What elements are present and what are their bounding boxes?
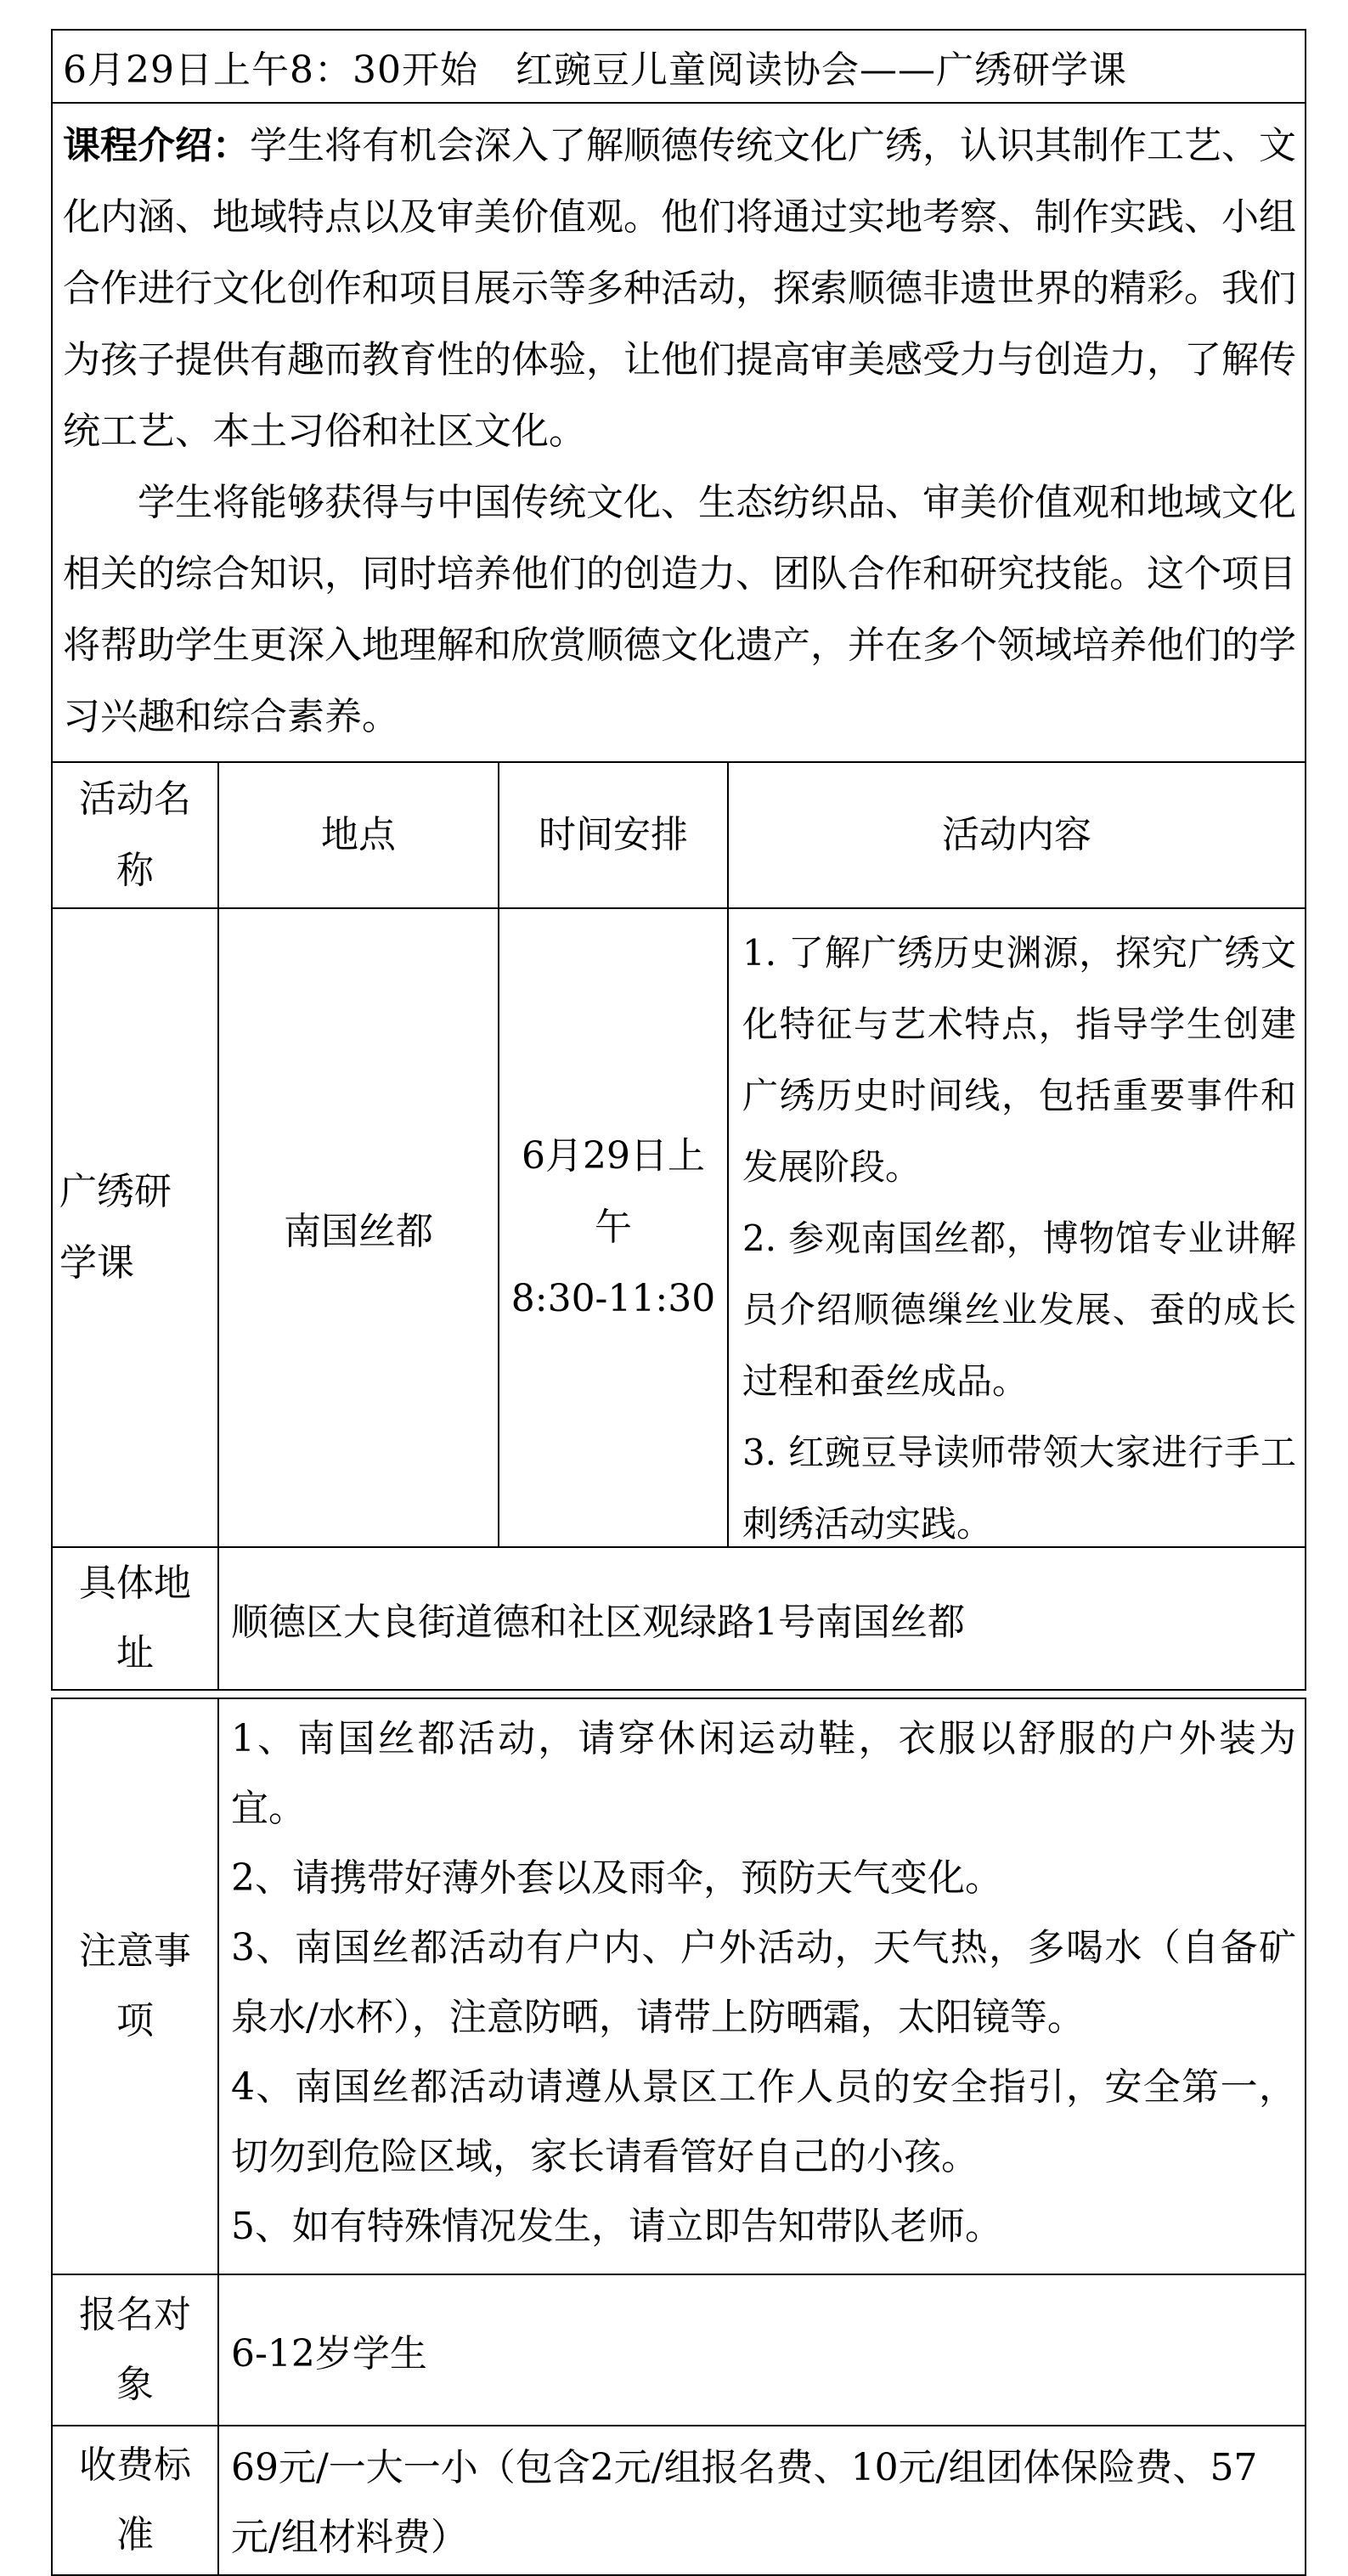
table-title-row: [53, 31, 1305, 104]
intro-paragraph-1: 课程介绍：学生将有机会深入了解顺德传统文化广绣，认识其制作工艺、文化内涵、地域特点以及审美价值观。他们将通过实地考察、制作实践、小组合作进行文化创作和项目展示等多种活动，探索顺德非遗世界的精彩。我们为孩子提供有趣而教育性的体验，让他们提高审美感受力与创造力，了解传统工艺、本土习俗和社区文化。: [63, 124, 1296, 453]
address-label: 具体地 址: [53, 1548, 219, 1689]
address-value: 顺德区大良街道德和社区观绿路1号南国丝都: [231, 1601, 965, 1644]
list-item: 3、南国丝都活动有户内、户外活动，天气热，多喝水（自备矿泉水/水杯），注意防晒，请带上防晒霜，太阳镜等。: [231, 1926, 1296, 2039]
activity-schedule-cell: 6月29日上 午 8:30-11:30: [499, 909, 729, 1546]
content-item: 1. 了解广绣历史渊源，探究广绣文化特征与艺术特点，指导学生创建广绣历史时间线，包括重要事件和发展阶段。: [742, 932, 1296, 1188]
document: [51, 29, 1306, 2576]
header-schedule: 时间安排: [499, 763, 729, 907]
target-label: 报名对 象: [53, 2275, 219, 2425]
table-header-row: [53, 763, 1305, 909]
activity-location-cell: 南国丝都: [219, 909, 499, 1546]
info-table: [51, 1698, 1306, 2576]
fee-row: [53, 2426, 1305, 2574]
activity-name-cell: 广绣研 学课: [53, 909, 219, 1546]
intro-label: 课程介绍：: [63, 124, 250, 167]
intro-paragraph-2: 学生将能够获得与中国传统文化、生态纺织品、审美价值观和地域文化相关的综合知识，同时培养他们的创造力、团队合作和研究技能。这个项目将帮助学生更深入地理解和欣赏顺德文化遗产，并在多个领域培养他们的学习兴趣和综合素养。: [63, 481, 1296, 738]
target-row: [53, 2275, 1305, 2426]
header-activity-name: 活动名 称: [53, 763, 219, 907]
address-row: [53, 1548, 1305, 1689]
fee-value: 69元/一大一小（包含2元/组报名费、10元/组团体保险费、57元/组材料费）: [231, 2446, 1258, 2559]
content-item: 2. 参观南国丝都，博物馆专业讲解员介绍顺德缫丝业发展、蚕的成长过程和蚕丝成品。: [742, 1217, 1296, 1402]
list-item: 1、南国丝都活动，请穿休闲运动鞋，衣服以舒服的户外装为宜。: [231, 1717, 1296, 1830]
event-datetime: 6月29日上午8：30开始: [63, 48, 478, 92]
target-value: 6-12岁学生: [231, 2332, 427, 2375]
notes-row: [53, 1699, 1305, 2275]
notes-list: [219, 1699, 1305, 2274]
activity-table: [51, 29, 1306, 1691]
course-intro: [53, 104, 1305, 763]
header-location: 地点: [219, 763, 499, 907]
fee-label: 收费标 准: [53, 2426, 219, 2574]
list-item: 2、请携带好薄外套以及雨伞，预防天气变化。: [231, 1856, 1002, 1900]
list-item: 4、南国丝都活动请遵从景区工作人员的安全指引，安全第一，切勿到危险区域，家长请看管好自己的小孩。: [231, 2065, 1296, 2178]
header-content: 活动内容: [942, 813, 1091, 856]
activity-content-cell: [729, 909, 1305, 1546]
content-item: 3. 红豌豆导读师带领大家进行手工刺绣活动实践。: [742, 1432, 1296, 1545]
event-title: 红豌豆儿童阅读协会——广绣研学课: [515, 48, 1127, 92]
table-row: [53, 909, 1305, 1548]
notes-label: 注意事 项: [53, 1699, 219, 2274]
list-item: 5、如有特殊情况发生，请立即告知带队老师。: [231, 2205, 1002, 2248]
